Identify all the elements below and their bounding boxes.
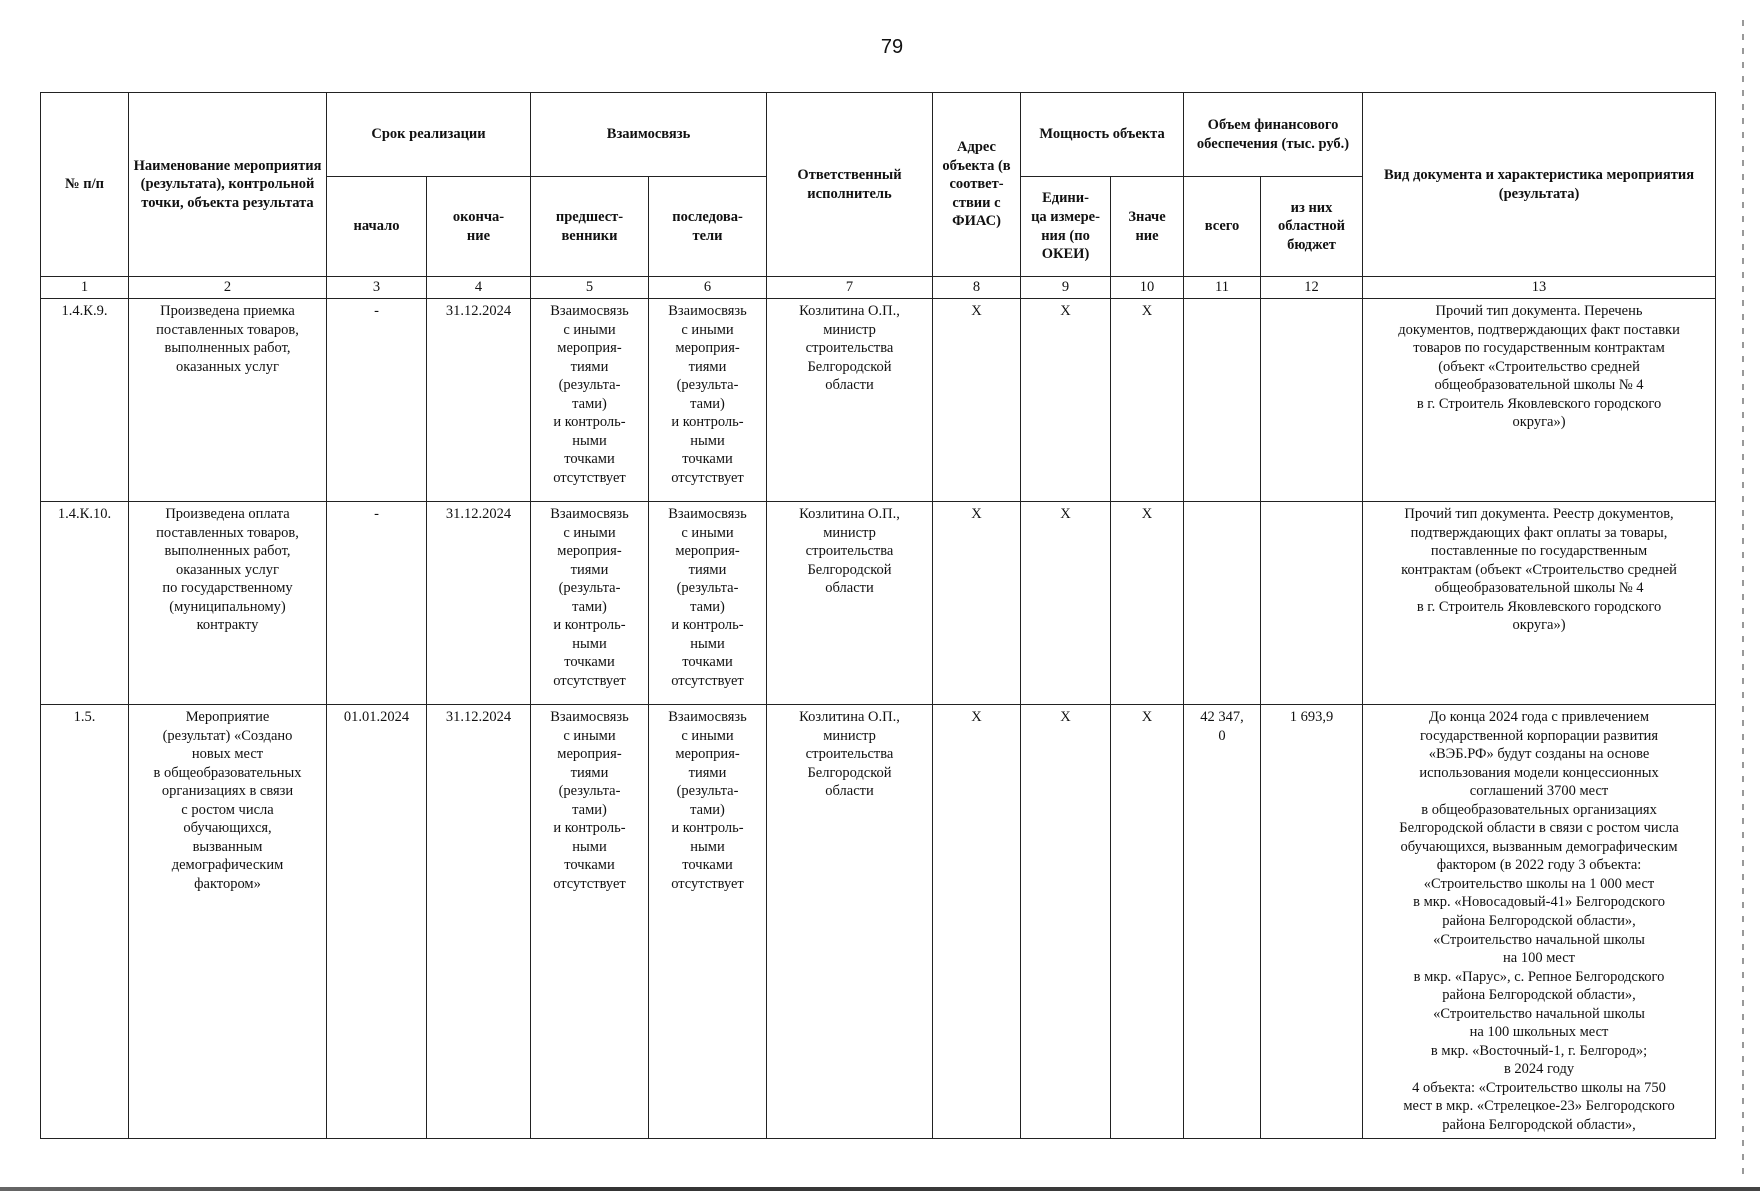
header-row-top bbox=[41, 93, 1716, 177]
header-finance: Объем финансового обеспечения (тыс. руб.) bbox=[1184, 93, 1363, 177]
column-number: 13 bbox=[1363, 277, 1716, 299]
column-number: 3 bbox=[327, 277, 427, 299]
table-row bbox=[41, 299, 1716, 502]
header-period: Срок реализации bbox=[327, 93, 531, 177]
column-number: 11 bbox=[1184, 277, 1261, 299]
row-start: - bbox=[327, 502, 427, 705]
row-unit: X bbox=[1021, 299, 1111, 502]
column-number: 2 bbox=[129, 277, 327, 299]
row-name: Произведена оплата поставленных товаров, выполненных работ, оказанных услуг по государственному (муниципальному) контракту bbox=[129, 502, 327, 705]
header-address: Адрес объекта (в соответ- ствии с ФИАС) bbox=[933, 93, 1021, 277]
row-regional bbox=[1261, 502, 1363, 705]
column-number: 6 bbox=[649, 277, 767, 299]
row-successors: Взаимосвязь с иными мероприя- тиями (результа- тами) и контроль- ными точками отсутствует bbox=[649, 299, 767, 502]
header-start: начало bbox=[327, 177, 427, 277]
row-executor: Козлитина О.П., министр строительства Белгородской области bbox=[767, 299, 933, 502]
header-capacity: Мощность объекта bbox=[1021, 93, 1184, 177]
row-num: 1.4.К.10. bbox=[41, 502, 129, 705]
row-successors: Взаимосвязь с иными мероприя- тиями (результа- тами) и контроль- ными точками отсутствует bbox=[649, 705, 767, 1139]
row-start: - bbox=[327, 299, 427, 502]
row-regional bbox=[1261, 299, 1363, 502]
row-predecessors: Взаимосвязь с иными мероприя- тиями (результа- тами) и контроль- ными точками отсутствует bbox=[531, 705, 649, 1139]
column-number-row bbox=[41, 277, 1716, 299]
column-number: 4 bbox=[427, 277, 531, 299]
column-number: 8 bbox=[933, 277, 1021, 299]
row-executor: Козлитина О.П., министр строительства Белгородской области bbox=[767, 705, 933, 1139]
page-number: 79 bbox=[880, 36, 904, 58]
scan-edge-artifact bbox=[1742, 20, 1744, 1180]
header-unit: Едини- ца измере- ния (по ОКЕИ) bbox=[1021, 177, 1111, 277]
header-num: № п/п bbox=[41, 93, 129, 277]
activities-table bbox=[40, 92, 1716, 1139]
row-successors: Взаимосвязь с иными мероприя- тиями (результа- тами) и контроль- ными точками отсутствует bbox=[649, 502, 767, 705]
row-name: Произведена приемка поставленных товаров, выполненных работ, оказанных услуг bbox=[129, 299, 327, 502]
column-number: 10 bbox=[1111, 277, 1184, 299]
row-name: Мероприятие (результат) «Создано новых мест в общеобразовательных организациях в связи с ростом числа обучающихся, вызванным демографическим фактором» bbox=[129, 705, 327, 1139]
row-document: Прочий тип документа. Перечень документов, подтверждающих факт поставки товаров по государственным контрактам (объект «Строительство средней общеобразовательной школы № 4 в г. Строитель Яковлевского городского округа») bbox=[1363, 299, 1716, 502]
row-predecessors: Взаимосвязь с иными мероприя- тиями (результа- тами) и контроль- ными точками отсутствует bbox=[531, 299, 649, 502]
header-executor: Ответственный исполнитель bbox=[767, 93, 933, 277]
row-total bbox=[1184, 299, 1261, 502]
header-total: всего bbox=[1184, 177, 1261, 277]
row-unit: X bbox=[1021, 502, 1111, 705]
row-predecessors: Взаимосвязь с иными мероприя- тиями (результа- тами) и контроль- ными точками отсутствует bbox=[531, 502, 649, 705]
header-predecessors: предшест- венники bbox=[531, 177, 649, 277]
scan-bottom-bar bbox=[0, 1187, 1760, 1191]
row-end: 31.12.2024 bbox=[427, 299, 531, 502]
column-number: 7 bbox=[767, 277, 933, 299]
header-document: Вид документа и характеристика мероприятия (результата) bbox=[1363, 93, 1716, 277]
row-start: 01.01.2024 bbox=[327, 705, 427, 1139]
column-number: 5 bbox=[531, 277, 649, 299]
header-successors: последова- тели bbox=[649, 177, 767, 277]
header-name: Наименование мероприятия (результата), контрольной точки, объекта результата bbox=[129, 93, 327, 277]
header-regional: из них областной бюджет bbox=[1261, 177, 1363, 277]
table-row bbox=[41, 705, 1716, 1139]
row-total bbox=[1184, 502, 1261, 705]
row-document: До конца 2024 года с привлечением государственной корпорации развития «ВЭБ.РФ» будут созданы на основе использования модели концессионных соглашений 3700 мест в общеобразовательных организациях Белгородской области в связи с ростом числа обучающихся, вызванным демографическим фактором (в 2022 году 3 объекта: «Строительство школы на 1 000 мест в мкр. «Новосадовый-41» Белгородского района Белгородской области», «Строительство начальной школы на 100 мест в мкр. «Парус», с. Репное Белгородского района Белгородской области», «Строительство начальной школы на 100 школьных мест в мкр. «Восточный-1, г. Белгород»; в 2024 году 4 объекта: «Строительство школы на 750 мест в мкр. «Стрелецкое-23» Белгородского района Белгородской области», bbox=[1363, 705, 1716, 1139]
row-value: X bbox=[1111, 705, 1184, 1139]
row-end: 31.12.2024 bbox=[427, 502, 531, 705]
header-relation: Взаимосвязь bbox=[531, 93, 767, 177]
row-num: 1.4.К.9. bbox=[41, 299, 129, 502]
row-value: X bbox=[1111, 299, 1184, 502]
table-row bbox=[41, 502, 1716, 705]
row-address: X bbox=[933, 299, 1021, 502]
row-num: 1.5. bbox=[41, 705, 129, 1139]
header-end: оконча- ние bbox=[427, 177, 531, 277]
row-document: Прочий тип документа. Реестр документов, подтверждающих факт оплаты за товары, поставленные по государственным контрактам (объект «Строительство средней общеобразовательной школы № 4 в г. Строитель Яковлевского городского округа») bbox=[1363, 502, 1716, 705]
row-unit: X bbox=[1021, 705, 1111, 1139]
row-end: 31.12.2024 bbox=[427, 705, 531, 1139]
row-address: X bbox=[933, 705, 1021, 1139]
row-value: X bbox=[1111, 502, 1184, 705]
row-regional: 1 693,9 bbox=[1261, 705, 1363, 1139]
row-executor: Козлитина О.П., министр строительства Белгородской области bbox=[767, 502, 933, 705]
column-number: 12 bbox=[1261, 277, 1363, 299]
row-address: X bbox=[933, 502, 1021, 705]
header-value: Значе ние bbox=[1111, 177, 1184, 277]
column-number: 9 bbox=[1021, 277, 1111, 299]
column-number: 1 bbox=[41, 277, 129, 299]
row-total: 42 347, 0 bbox=[1184, 705, 1261, 1139]
